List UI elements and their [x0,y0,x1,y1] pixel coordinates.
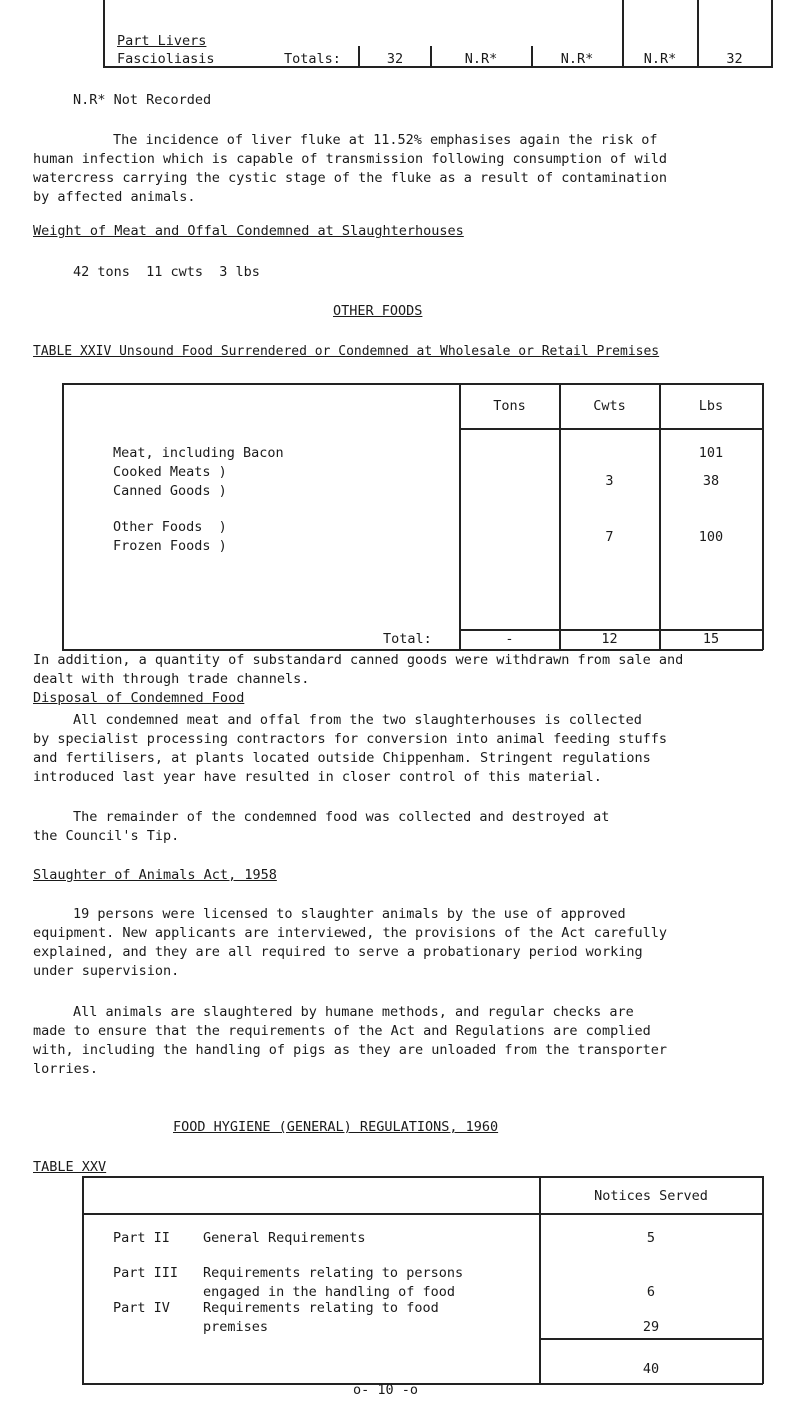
row-label: Canned Goods ) [113,483,227,499]
text-line: equipment. New applicants are interviewed, the provisions of the Act carefully [33,925,667,941]
row-label: Meat, including Bacon [113,445,284,461]
top-table-cell: N.R* [464,51,498,67]
part-label: Part III [113,1265,179,1281]
top-table-cell: 32 [726,51,743,67]
text-line: by specialist processing contractors for conversion into animal feeding stuffs [33,731,667,747]
slaughter-heading: Slaughter of Animals Act, 1958 [33,867,277,883]
part-label: Part IV [113,1300,170,1316]
text-line: 19 persons were licensed to slaughter animals by the use of approved [73,906,626,922]
notices-total: 40 [642,1361,660,1377]
part-description: premises [203,1319,269,1335]
text-line: The remainder of the condemned food was collected and destroyed at [73,809,610,825]
text-line: with, including the handling of pigs as they are unloaded from the transporter [33,1042,667,1058]
other-foods-heading: OTHER FOODS [333,303,423,319]
table-24-title: TABLE XXIV Unsound Food Surrendered or Condemned at Wholesale or Retail Premises [33,344,660,359]
part-description: Requirements relating to food [203,1300,439,1316]
text-line: All condemned meat and offal from the two slaughterhouses is collected [73,712,642,728]
text-line: and fertilisers, at plants located outside Chippenham. Stringent regulations [33,750,651,766]
total-label: Total: [383,631,432,647]
row-label: Cooked Meats ) [113,464,227,480]
cell-lbs: 101 [698,445,724,461]
top-table-header: Part Livers [117,33,207,49]
text-line: the Council's Tip. [33,828,180,844]
text-line: made to ensure that the requirements of the Act and Regulations are complied [33,1023,651,1039]
text-line: by affected animals. [33,189,196,205]
weight-value: 42 tons 11 cwts 3 lbs [73,264,260,280]
row-label: Frozen Foods ) [113,538,227,554]
text-line: explained, and they are all required to serve a probationary period working [33,944,643,960]
footnote: N.R* Not Recorded [73,92,212,108]
top-table-cell: N.R* [560,51,594,67]
page-number: o- 10 -o [353,1382,419,1398]
weight-heading: Weight of Meat and Offal Condemned at Slaughterhouses [33,223,464,239]
text-line: human infection which is capable of transmission following consumption of wild [33,151,667,167]
column-header-tons: Tons [493,398,526,414]
row-label: Other Foods ) [113,519,227,535]
column-header-lbs: Lbs [698,398,724,414]
top-table-totals-label: Totals: [284,51,341,67]
cell-lbs: 100 [698,529,724,545]
part-description: engaged in the handling of food [203,1284,455,1300]
top-table-cell: N.R* [643,51,677,67]
text-line: All animals are slaughtered by humane methods, and regular checks are [73,1004,634,1020]
text-line: dealt with through trade channels. [33,671,310,687]
table-25-title: TABLE XXV [33,1159,107,1175]
top-table-row-label: Fascioliasis [117,51,215,67]
top-table-cell: 32 [386,51,404,67]
disposal-heading: Disposal of Condemned Food [33,690,245,706]
column-header-cwts: Cwts [593,398,626,414]
part-description: General Requirements [203,1230,366,1246]
text-line: lorries. [33,1061,99,1077]
column-header-notices: Notices Served [594,1188,708,1204]
text-line: The incidence of liver fluke at 11.52% emphasises again the risk of [113,132,658,148]
cell-cwts: 7 [605,529,614,545]
part-label: Part II [113,1230,170,1246]
cell-cwts: 3 [605,473,614,489]
notices-value: 6 [646,1284,656,1300]
text-line: In addition, a quantity of substandard canned goods were withdrawn from sale and [33,652,684,668]
notices-value: 29 [642,1319,660,1335]
part-description: Requirements relating to persons [203,1265,464,1281]
total-tons: - [505,631,514,647]
text-line: introduced last year have resulted in closer control of this material. [33,769,602,785]
total-lbs: 15 [702,631,720,647]
text-line: under supervision. [33,963,180,979]
cell-lbs: 38 [702,473,720,489]
notices-value: 5 [646,1230,656,1246]
food-hygiene-heading: FOOD HYGIENE (GENERAL) REGULATIONS, 1960 [173,1119,499,1135]
total-cwts: 12 [601,631,618,647]
text-line: watercress carrying the cystic stage of the fluke as a result of contamination [33,170,667,186]
